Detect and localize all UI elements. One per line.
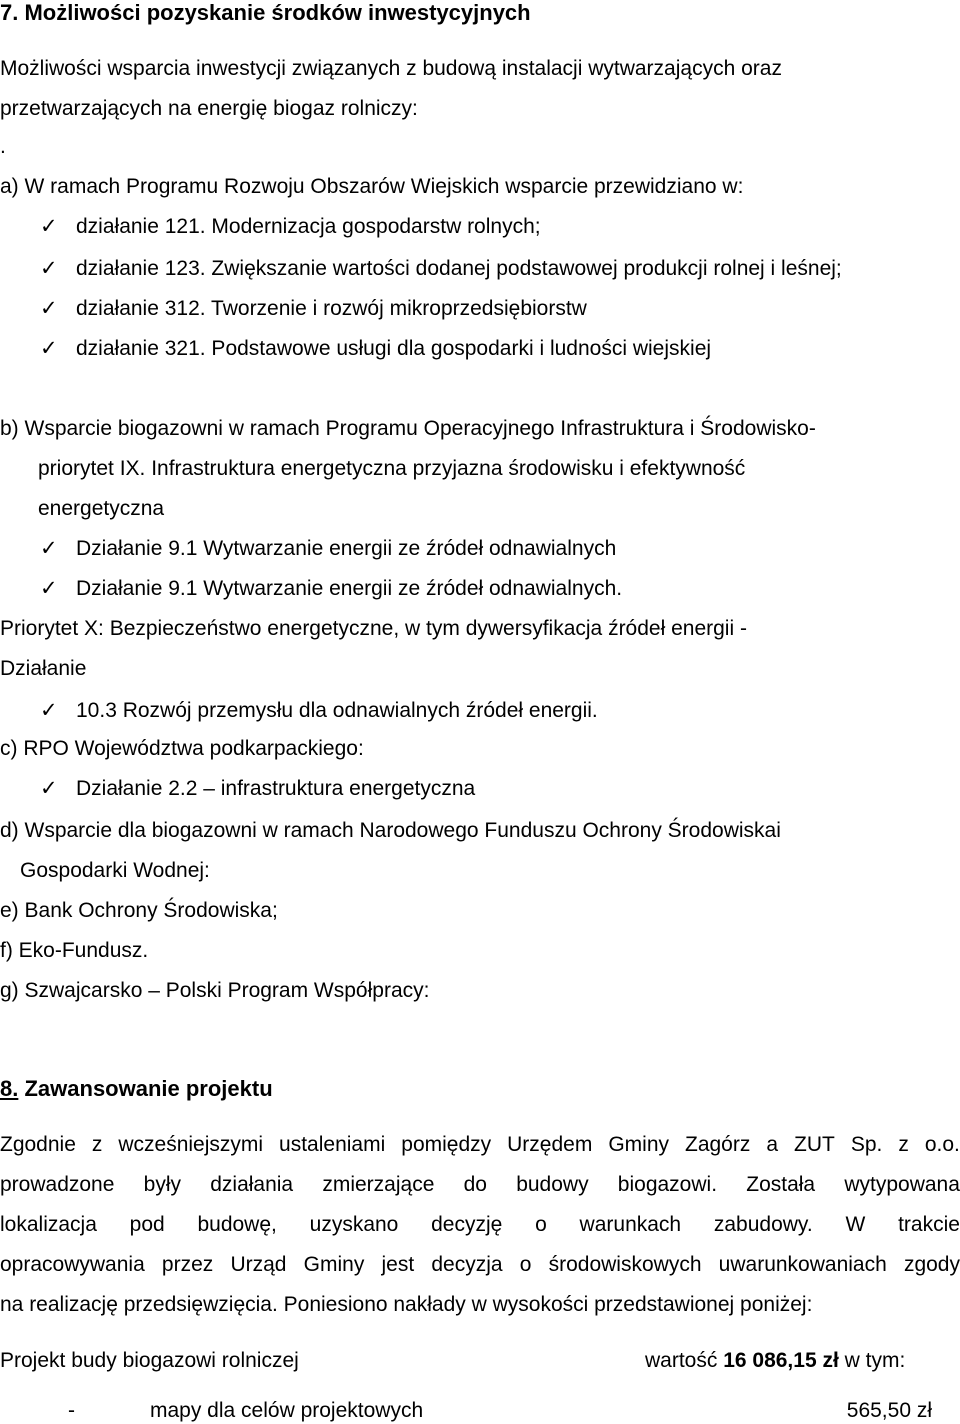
section-8-title: Zawansowanie projektu	[24, 1076, 273, 1101]
list-item-label: działanie 321. Podstawowe usługi dla gospodarki i ludności wiejskiej	[76, 337, 712, 360]
list-c-title: c) RPO Województwa podkarpackiego:	[0, 737, 364, 760]
priority-line-2: Działanie	[0, 657, 87, 680]
list-g-line: g) Szwajcarsko – Polski Program Współpracy:	[0, 979, 430, 1002]
paragraph-line-3: lokalizacja pod budowę, uzyskano decyzję o warunkach zabudowy. W trakcie	[0, 1213, 960, 1236]
cost-row	[0, 1348, 960, 1374]
sub-cost-value: 565,50 zł	[846, 1399, 932, 1422]
check-icon: ✓	[40, 537, 58, 560]
list-d-line-1: d) Wsparcie dla biogazowni w ramach Narodowego Funduszu Ochrony Środowiskai	[0, 819, 781, 842]
paragraph-line-2: prowadzone były działania zmierzające do budowy biogazowi. Została wytypowana	[0, 1173, 960, 1196]
list-item-label: działanie 312. Tworzenie i rozwój mikroprzedsiębiorstw	[76, 297, 587, 320]
section-8-heading	[0, 1076, 273, 1102]
intro-line-2: przetwarzających na energię biogaz rolniczy:	[0, 97, 418, 120]
cost-prefix: wartość	[645, 1349, 718, 1372]
check-icon: ✓	[40, 777, 58, 800]
list-a-title: a) W ramach Programu Rozwoju Obszarów Wiejskich wsparcie przewidziano w:	[0, 175, 744, 198]
check-icon: ✓	[40, 337, 58, 360]
paragraph-line-4: opracowywania przez Urząd Gminy jest decyzja o środowiskowych uwarunkowaniach zgody	[0, 1253, 960, 1276]
list-b-line-2: priorytet IX. Infrastruktura energetyczna przyjazna środowisku i efektywność	[38, 457, 746, 480]
list-item-label: działanie 121. Modernizacja gospodarstw rolnych;	[76, 215, 541, 238]
intro-line-1: Możliwości wsparcia inwestycji związanych z budową instalacji wytwarzających oraz	[0, 57, 782, 80]
dot-line: .	[0, 135, 6, 158]
check-icon: ✓	[40, 577, 58, 600]
check-icon: ✓	[40, 297, 58, 320]
list-e-line: e) Bank Ochrony Środowiska;	[0, 899, 278, 922]
check-icon: ✓	[40, 699, 58, 722]
list-item-label: 10.3 Rozwój przemysłu dla odnawialnych źródeł energii.	[76, 699, 598, 722]
cost-value: 16 086,15 zł	[723, 1349, 839, 1372]
section-7-heading: 7. Możliwości pozyskanie środków inwestycyjnych	[0, 0, 531, 25]
priority-line-1: Priorytet X: Bezpieczeństwo energetyczne, w tym dywersyfikacja źródeł energii -	[0, 617, 747, 640]
paragraph-line-5: na realizację przedsięwzięcia. Poniesiono nakłady w wysokości przedstawionej poniżej:	[0, 1293, 813, 1316]
list-d-line-2: Gospodarki Wodnej:	[20, 859, 210, 882]
check-icon: ✓	[40, 215, 58, 238]
paragraph-line-1: Zgodnie z wcześniejszymi ustaleniami pomiędzy Urzędem Gminy Zagórz a ZUT Sp. z o.o.	[0, 1133, 960, 1156]
section-8-number: 8.	[0, 1076, 19, 1101]
list-b-line-3: energetyczna	[38, 497, 165, 520]
list-f-line: f) Eko-Fundusz.	[0, 939, 149, 962]
sub-cost-label: mapy dla celów projektowych	[150, 1399, 424, 1422]
check-icon: ✓	[40, 257, 58, 280]
list-item-label: działanie 123. Zwiększanie wartości dodanej podstawowej produkcji rolnej i leśnej;	[76, 257, 842, 280]
list-b-line-1: b) Wsparcie biogazowni w ramach Programu Operacyjnego Infrastruktura i Środowisko-	[0, 417, 816, 440]
cost-value-group	[645, 1348, 905, 1374]
cost-suffix: w tym:	[844, 1349, 906, 1372]
list-item-label: Działanie 9.1 Wytwarzanie energii ze źródeł odnawialnych.	[76, 577, 623, 600]
list-item-label: Działanie 9.1 Wytwarzanie energii ze źródeł odnawialnych	[76, 537, 617, 560]
list-item-label: Działanie 2.2 – infrastruktura energetyczna	[76, 777, 476, 800]
sub-cost-row	[0, 1398, 960, 1424]
cost-label: Projekt budy biogazowi rolniczej	[0, 1349, 299, 1372]
sub-cost-dash: -	[68, 1399, 75, 1422]
